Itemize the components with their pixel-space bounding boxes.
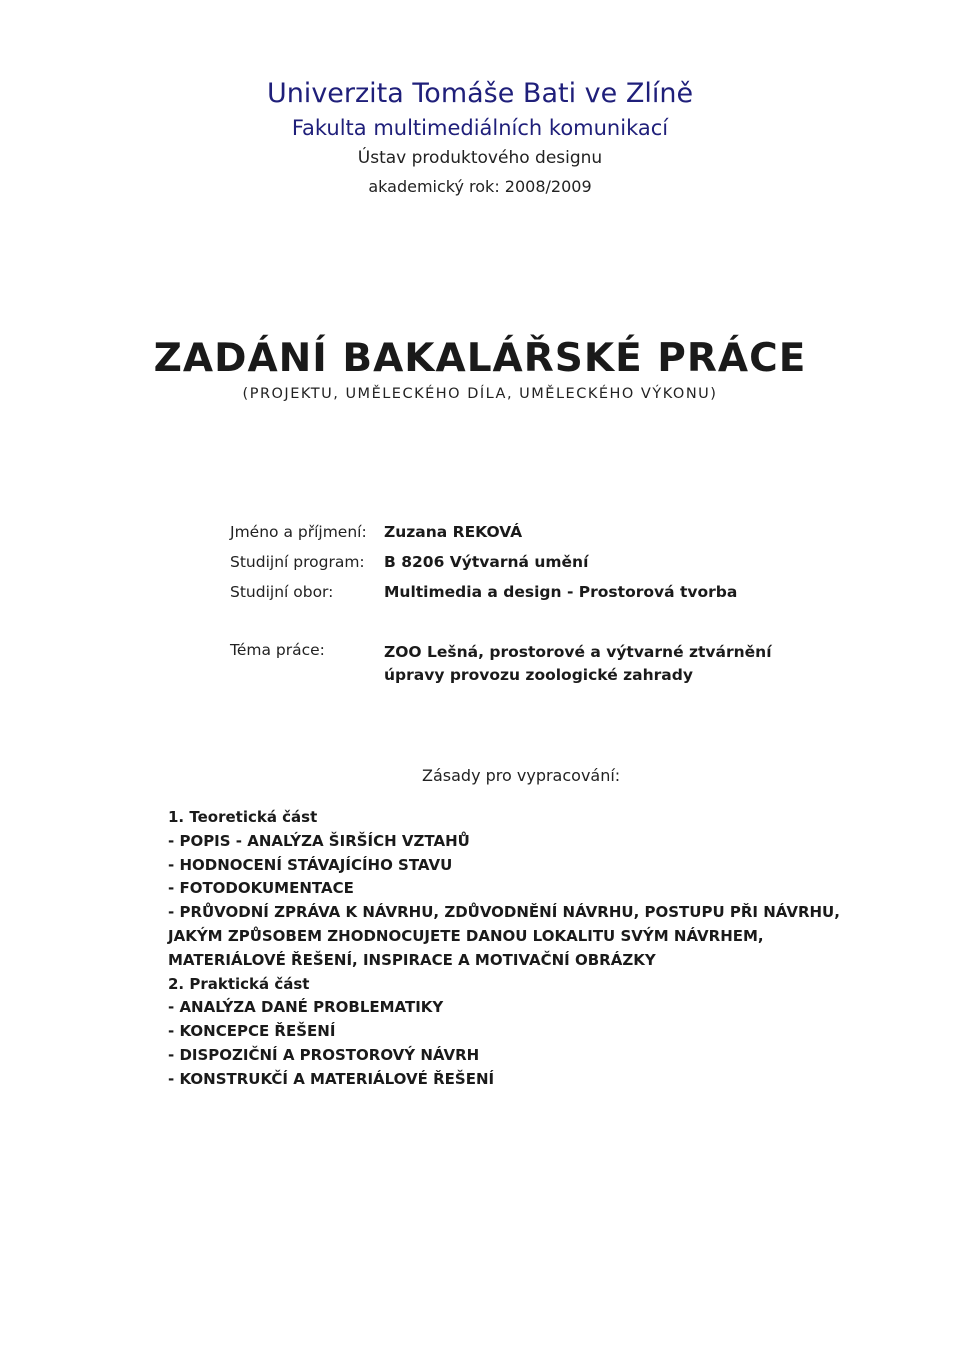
- program-value: B 8206 Výtvarná umění: [384, 553, 589, 571]
- program-label: Studijní program:: [230, 553, 365, 571]
- list-item: - HODNOCENÍ STÁVAJÍCÍHO STAVU: [168, 855, 453, 874]
- list-item: 1. Teoretická část: [168, 808, 318, 826]
- guidelines-list: [168, 806, 878, 1092]
- list-item: - DISPOZIČNÍ A PROSTOROVÝ NÁVRH: [168, 1045, 480, 1064]
- field-label: Studijní obor:: [230, 583, 334, 601]
- name-label: Jméno a příjmení:: [230, 523, 367, 541]
- university-name: Univerzita Tomáše Bati ve Zlíně: [266, 78, 694, 109]
- document-subtitle: (PROJEKTU, UMĚLECKÉHO DÍLA, UMĚLECKÉHO VÝKONU): [242, 386, 718, 402]
- field-value: Multimedia a design - Prostorová tvorba: [384, 583, 738, 601]
- topic-value: ZOO Lešná, prostorové a výtvarné ztvárnění úpravy provozu zoologické zahrady: [384, 643, 772, 684]
- guidelines-heading: Zásady pro vypracování:: [422, 766, 621, 785]
- list-item: - POPIS - ANALÝZA ŠIRŠÍCH VZTAHŮ: [168, 831, 470, 850]
- list-item: - KONSTRUKČÍ A MATERIÁLOVÉ ŘEŠENÍ: [168, 1069, 495, 1088]
- list-item: - ANALÝZA DANÉ PROBLEMATIKY: [168, 998, 444, 1017]
- faculty-name: Fakulta multimediálních komunikací: [291, 116, 669, 140]
- list-item: - KONCEPCE ŘEŠENÍ: [168, 1022, 336, 1041]
- name-value: Zuzana REKOVÁ: [384, 523, 523, 541]
- document-title: ZADÁNÍ BAKALÁŘSKÉ PRÁCE: [153, 336, 807, 381]
- topic-label: Téma práce:: [230, 641, 325, 659]
- institute-name: Ústav produktového designu: [357, 148, 603, 168]
- list-item: - PRŮVODNÍ ZPRÁVA K NÁVRHU, ZDŮVODNĚNÍ NÁVRHU, POSTUPU PŘI NÁVRHU, JAKÝM ZPŮSOBEM ZHODNOCUJETE DANOU LOKALITU SVÝM NÁVRHEM, MATERIÁLOVÉ ŘEŠENÍ, INSPIRACE A MOTIVAČNÍ OBRÁZKY: [168, 903, 840, 969]
- list-item: - FOTODOKUMENTACE: [168, 879, 354, 898]
- academic-year: akademický rok: 2008/2009: [368, 177, 592, 196]
- list-item: 2. Praktická část: [168, 974, 310, 993]
